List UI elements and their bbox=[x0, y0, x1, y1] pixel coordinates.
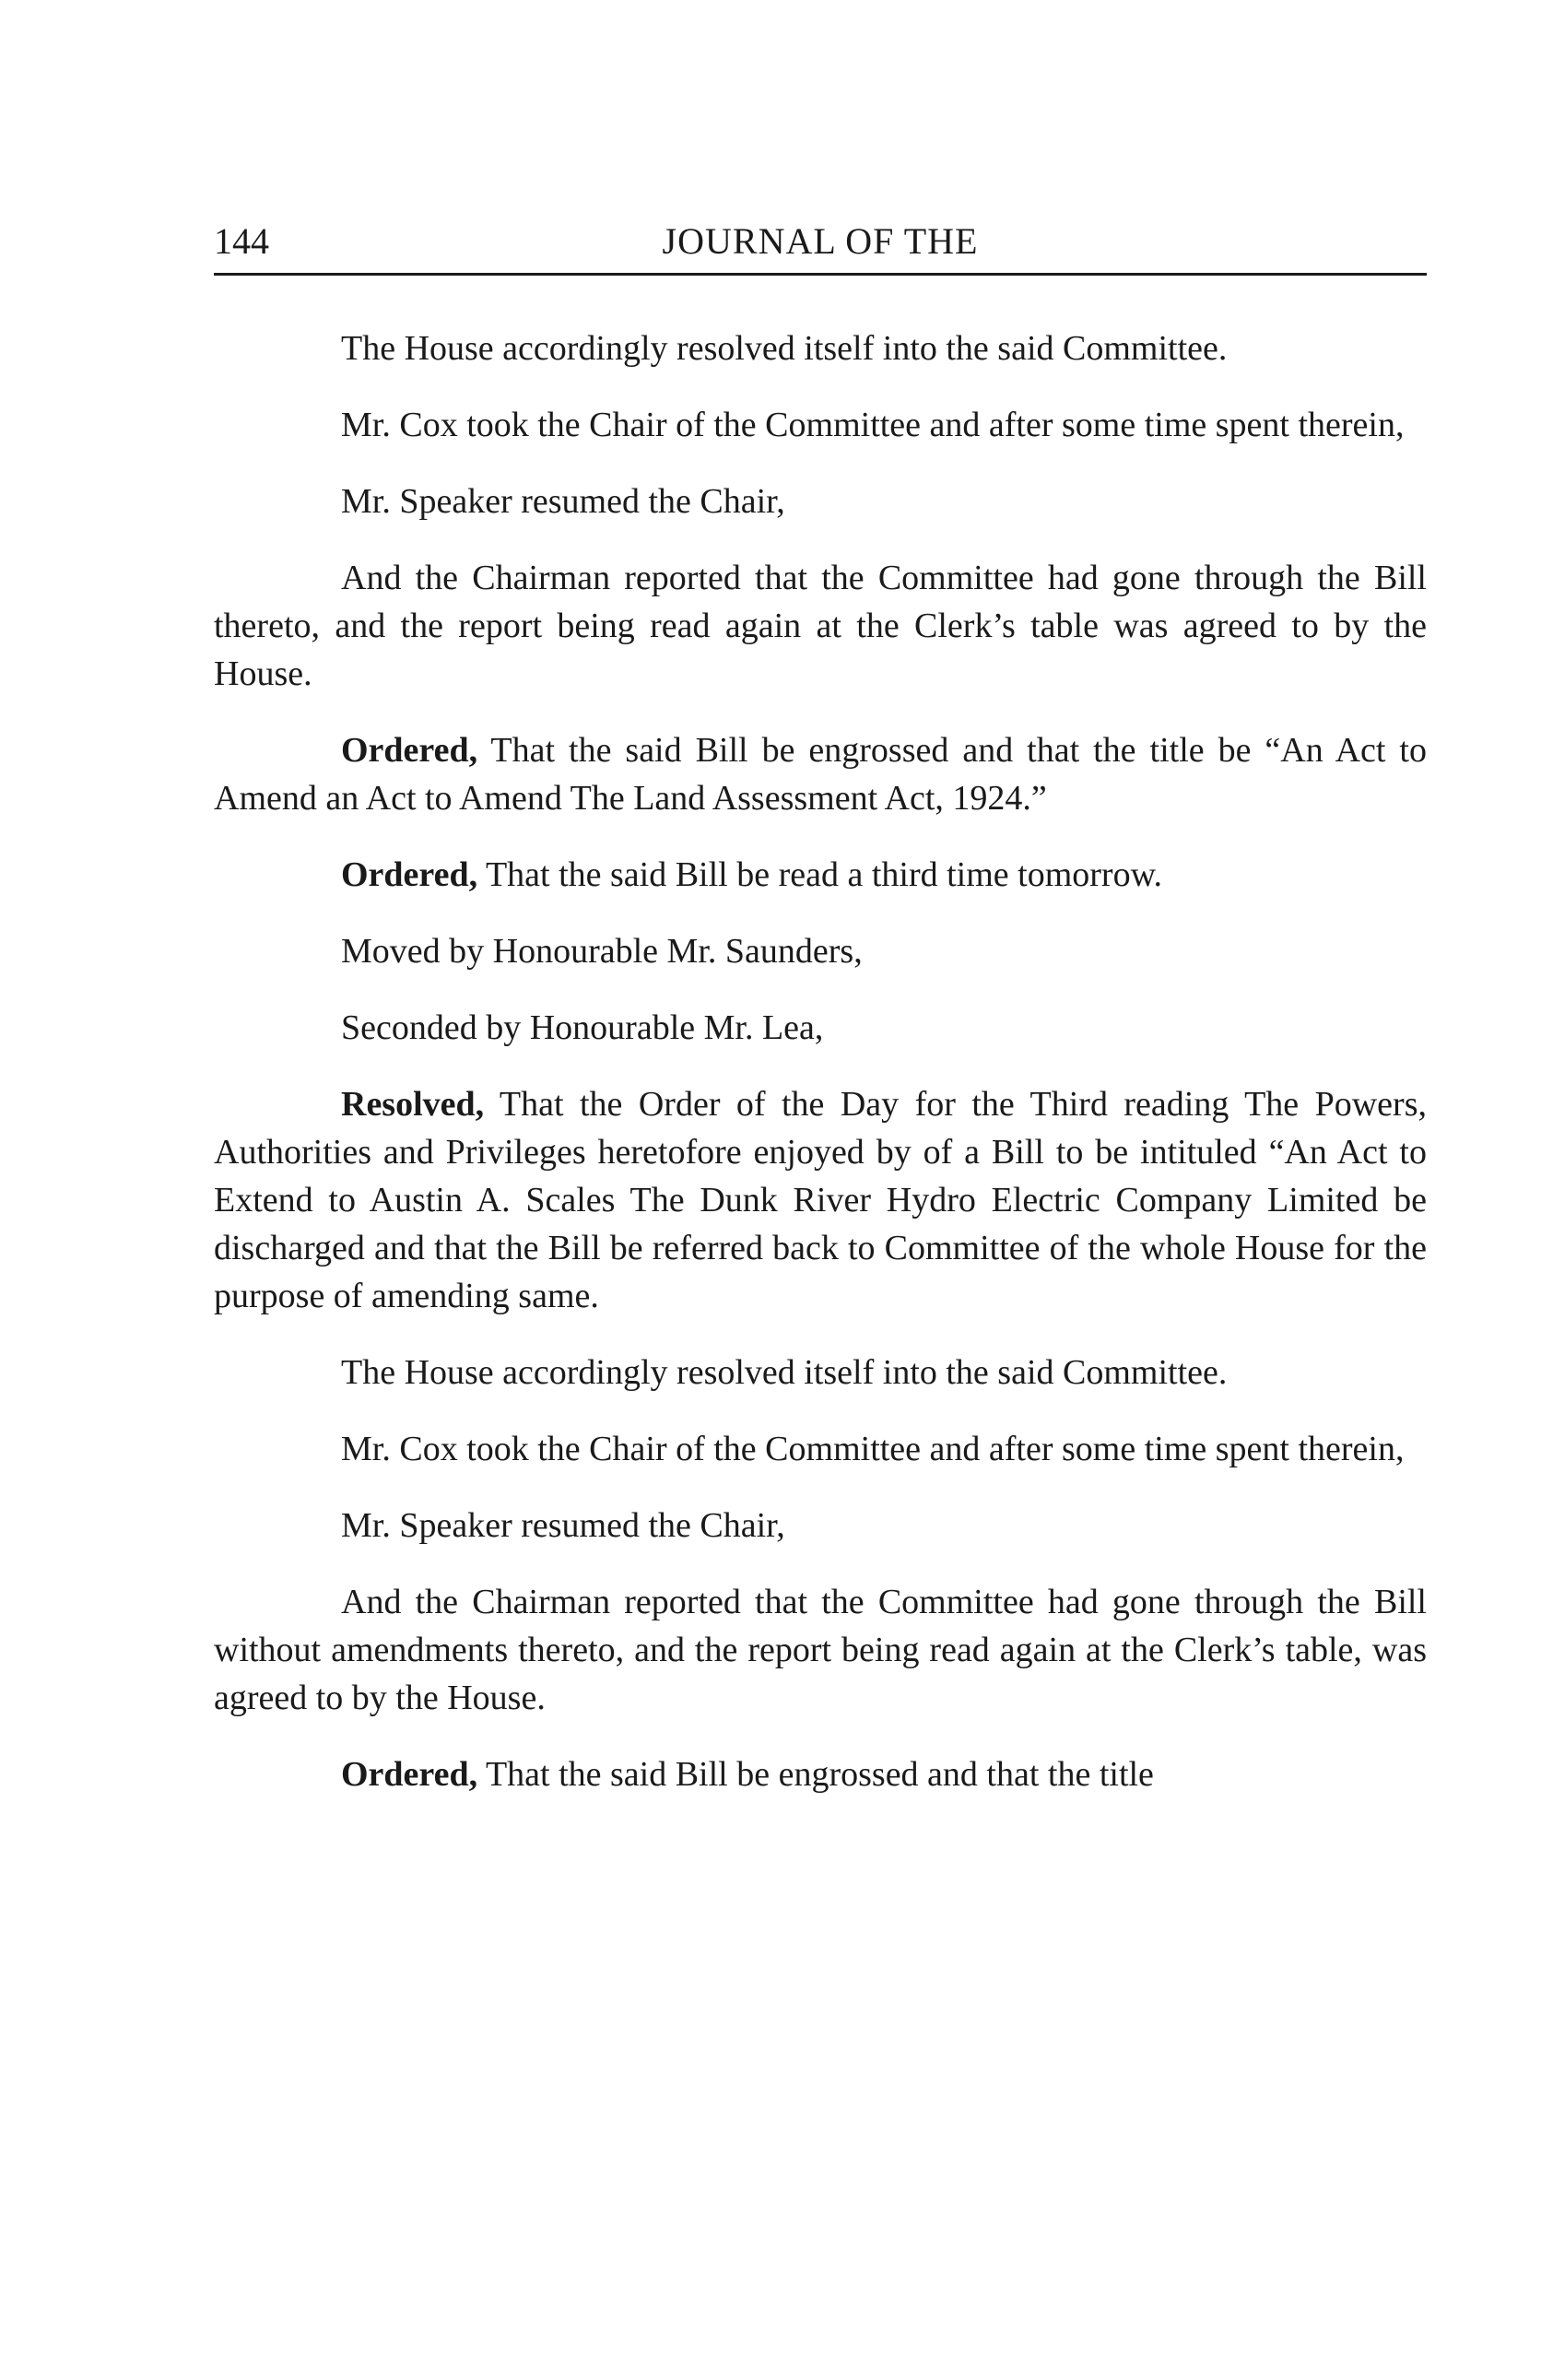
paragraph-label: Ordered, bbox=[341, 731, 478, 770]
paragraph bbox=[214, 477, 1427, 525]
paragraph-label: Resolved, bbox=[341, 1085, 485, 1124]
paragraph bbox=[214, 324, 1427, 372]
paragraph-text: The House accordingly resolved itself into the said Committee. bbox=[341, 1353, 1228, 1392]
paragraph bbox=[214, 927, 1427, 975]
paragraph-text: And the Chairman reported that the Committee had gone through the Bill without amendments thereto, and the report being read again at the Clerk’s table, was agreed to by the House. bbox=[214, 1583, 1427, 1717]
paragraph-text: Moved by Honourable Mr. Saunders, bbox=[341, 932, 863, 971]
body-text bbox=[214, 324, 1427, 1827]
paragraph bbox=[214, 554, 1427, 698]
paragraph bbox=[214, 1578, 1427, 1722]
paragraph bbox=[214, 1502, 1427, 1549]
paragraph bbox=[214, 1425, 1427, 1473]
paragraph-text: And the Chairman reported that the Committee had gone through the Bill thereto, and the report being read again at the Clerk’s table was agreed to by the House. bbox=[214, 559, 1427, 693]
paragraph-text: Mr. Cox took the Chair of the Committee and after some time spent therein, bbox=[341, 406, 1405, 444]
paragraph-label: Ordered, bbox=[341, 855, 478, 894]
page-header bbox=[214, 214, 1427, 269]
paragraph-text: Mr. Cox took the Chair of the Committee and after some time spent therein, bbox=[341, 1430, 1405, 1468]
paragraph bbox=[214, 1750, 1427, 1798]
paragraph-text: Mr. Speaker resumed the Chair, bbox=[341, 1506, 785, 1545]
paragraph bbox=[214, 726, 1427, 822]
paragraph bbox=[214, 1004, 1427, 1052]
paragraph-text: Seconded by Honourable Mr. Lea, bbox=[341, 1008, 824, 1047]
paragraph bbox=[214, 851, 1427, 899]
paragraph-text: That the said Bill be engrossed and that the title bbox=[485, 1755, 1154, 1794]
paragraph-label: Ordered, bbox=[341, 1755, 478, 1794]
paragraph-text: Mr. Speaker resumed the Chair, bbox=[341, 482, 785, 521]
paragraph-text: That the Order of the Day for the Third reading The Powers, Authorities and Privileges heretofore enjoyed by of a Bill to be intituled “An Act to Extend to Austin A. Scales The Dunk River Hydro Electric Company Limited be discharged and that the Bill be referred back to Committee of the whole House for the purpose of amending same. bbox=[214, 1085, 1427, 1315]
paragraph bbox=[214, 1349, 1427, 1396]
page-number: 144 bbox=[214, 220, 269, 262]
paragraph-text: That the said Bill be read a third time tomorrow. bbox=[485, 855, 1163, 894]
paragraph-text: That the said Bill be engrossed and that the title be “An Act to Amend an Act to Amend The Land Assessment Act, 1924.” bbox=[214, 731, 1427, 818]
paragraph bbox=[214, 401, 1427, 449]
running-head: JOURNAL OF THE bbox=[662, 220, 979, 262]
paragraph bbox=[214, 1080, 1427, 1320]
header-rule bbox=[214, 273, 1427, 276]
paragraph-text: The House accordingly resolved itself into the said Committee. bbox=[341, 329, 1228, 368]
